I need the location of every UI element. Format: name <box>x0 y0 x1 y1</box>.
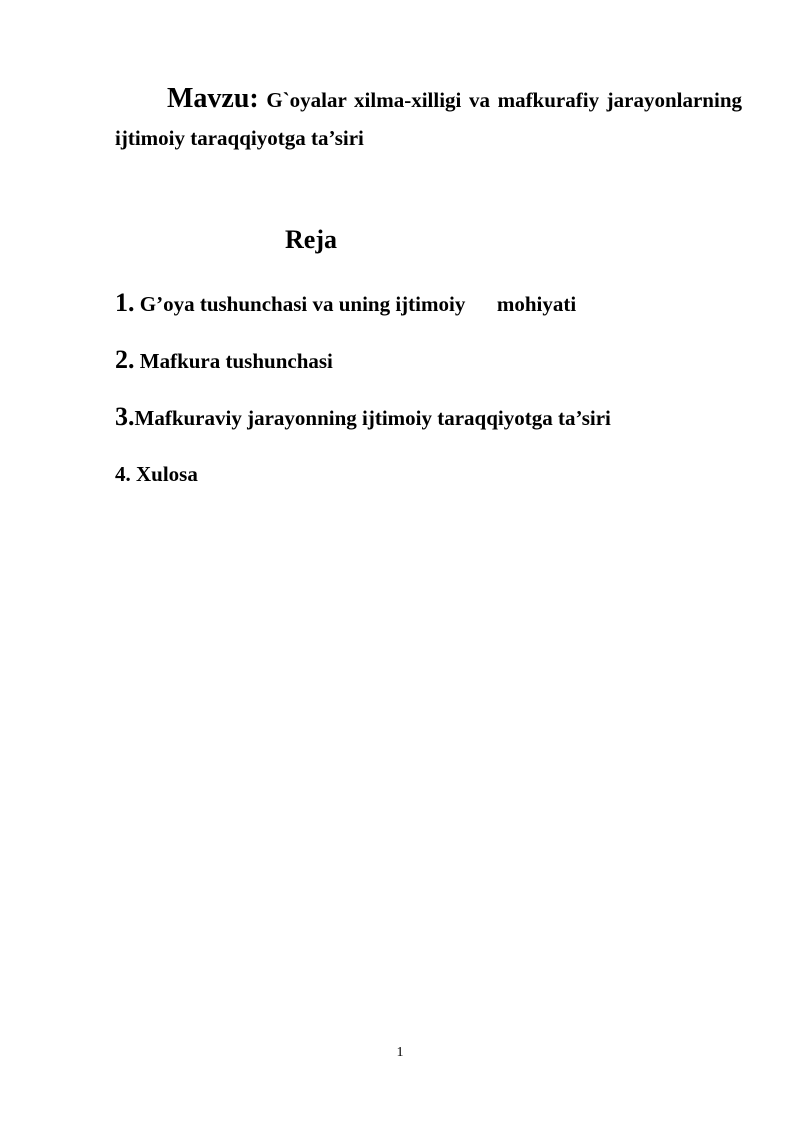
list-item-number: 3. <box>115 402 135 431</box>
list-item-text: Mafkuraviy jarayonning ijtimoiy taraqqiyotga ta’siri <box>134 406 611 430</box>
list-item <box>115 287 742 320</box>
title-text: G`oyalar xilma-xilligi va mafkurafiy jarayonlarning ijtimoiy taraqqiyotga ta’siri <box>115 88 742 150</box>
list-item-number: 4. <box>115 462 131 486</box>
list-item-text: Mafkura tushunchasi <box>134 349 333 373</box>
list-item <box>115 401 742 434</box>
list-item-number: 1. <box>115 288 135 317</box>
list-item-number: 2. <box>115 345 135 374</box>
list-item-text: Xulosa <box>130 462 198 486</box>
plan-heading: Reja <box>285 225 337 254</box>
list-item <box>115 344 742 377</box>
list-item <box>115 458 742 490</box>
page-number: 1 <box>396 1045 404 1060</box>
plan-list <box>115 287 742 490</box>
list-item-text: G’oya tushunchasi va uning ijtimoiy mohiyati <box>134 292 577 316</box>
document-title <box>115 80 742 157</box>
title-label: Mavzu: <box>167 83 259 114</box>
